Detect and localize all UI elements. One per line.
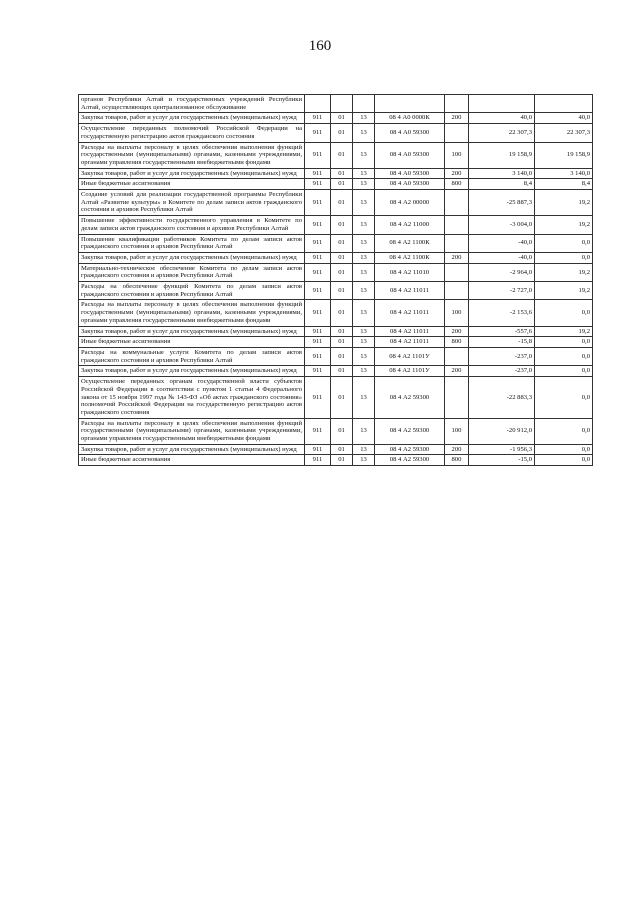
cell-name: органов Республики Алтай и государственных учреждений Республики Алтай, осуществляющих централизованное обслуживание <box>79 95 305 113</box>
cell-subsection: 13 <box>353 300 375 326</box>
cell-ministry-code: 911 <box>305 377 331 419</box>
cell-amount-1: -557,6 <box>469 326 535 337</box>
cell-ministry-code: 911 <box>305 326 331 337</box>
cell-section: 01 <box>331 252 353 263</box>
cell-section: 01 <box>331 455 353 466</box>
cell-section: 01 <box>331 142 353 168</box>
cell-expense-type: 200 <box>445 168 469 179</box>
cell-subsection: 13 <box>353 124 375 142</box>
cell-subsection: 13 <box>353 366 375 377</box>
table-row <box>79 95 593 113</box>
cell-amount-2: 0,0 <box>535 377 593 419</box>
cell-name: Расходы на коммунальные услуги Комитета по делам записи актов гражданского состояния и архивов Республики Алтай <box>79 347 305 365</box>
cell-ministry-code: 911 <box>305 282 331 300</box>
cell-expense-type <box>445 377 469 419</box>
cell-target-article: 08 4 А2 11011 <box>375 282 445 300</box>
cell-target-article: 08 4 А2 1101У <box>375 347 445 365</box>
cell-amount-1: -237,0 <box>469 347 535 365</box>
cell-name: Расходы на выплаты персоналу в целях обеспечения выполнения функций государственными (муниципальными) органами, казенными учреждениями, органами управления государственными внебюджетными фондами <box>79 300 305 326</box>
cell-ministry-code: 911 <box>305 179 331 190</box>
cell-target-article: 08 4 А0 59300 <box>375 124 445 142</box>
cell-ministry-code: 911 <box>305 252 331 263</box>
cell-subsection: 13 <box>353 168 375 179</box>
cell-ministry-code: 911 <box>305 113 331 124</box>
cell-name: Создание условий для реализации государственной программы Республики Алтай «Развитие культуры» в Комитете по делам записи актов гражданского состояния и архивов Республики Алтай <box>79 190 305 216</box>
cell-amount-2: 0,0 <box>535 234 593 252</box>
cell-amount-1: -15,8 <box>469 337 535 348</box>
cell-name: Закупка товаров, работ и услуг для государственных (муниципальных) нужд <box>79 444 305 455</box>
cell-name: Материально-техническое обеспечение Комитета по делам записи актов гражданского состояния и архивов Республики Алтай <box>79 263 305 281</box>
cell-amount-2: 19,2 <box>535 282 593 300</box>
cell-name: Закупка товаров, работ и услуг для государственных (муниципальных) нужд <box>79 113 305 124</box>
cell-expense-type: 800 <box>445 179 469 190</box>
cell-target-article: 08 4 А2 1101У <box>375 366 445 377</box>
cell-ministry-code: 911 <box>305 300 331 326</box>
cell-amount-1: 3 140,0 <box>469 168 535 179</box>
cell-subsection: 13 <box>353 252 375 263</box>
cell-ministry-code: 911 <box>305 168 331 179</box>
cell-section: 01 <box>331 234 353 252</box>
cell-ministry-code: 911 <box>305 216 331 234</box>
cell-amount-1: 8,4 <box>469 179 535 190</box>
cell-target-article: 08 4 А2 11011 <box>375 337 445 348</box>
cell-amount-2: 0,0 <box>535 444 593 455</box>
cell-amount-1: -25 887,3 <box>469 190 535 216</box>
cell-amount-2: 0,0 <box>535 300 593 326</box>
cell-target-article: 08 4 А2 59300 <box>375 377 445 419</box>
cell-ministry-code: 911 <box>305 234 331 252</box>
cell-name: Расходы на выплаты персоналу в целях обеспечения выполнения функций государственными (муниципальными) органами, казенными учреждениями, органами управления государственными внебюджетными фондами <box>79 418 305 444</box>
cell-ministry-code: 911 <box>305 142 331 168</box>
cell-section: 01 <box>331 377 353 419</box>
cell-name: Повышение эффективности государственного управления в Комитете по делам записи актов гражданского состояния и архивов Республики Алтай <box>79 216 305 234</box>
cell-target-article <box>375 95 445 113</box>
cell-name: Повышение квалификации работников Комитета по делам записи актов гражданского состояния и архивов Республики Алтай <box>79 234 305 252</box>
cell-subsection: 13 <box>353 179 375 190</box>
cell-section: 01 <box>331 326 353 337</box>
cell-amount-2: 19,2 <box>535 326 593 337</box>
cell-amount-1: -20 912,0 <box>469 418 535 444</box>
cell-amount-1: -1 956,3 <box>469 444 535 455</box>
cell-expense-type: 200 <box>445 326 469 337</box>
cell-subsection: 13 <box>353 190 375 216</box>
cell-name: Осуществление переданных полномочий Российской Федерации на государственную регистрацию актов гражданского состояния <box>79 124 305 142</box>
cell-expense-type: 800 <box>445 455 469 466</box>
cell-amount-1: -2 153,6 <box>469 300 535 326</box>
cell-subsection: 13 <box>353 455 375 466</box>
cell-expense-type: 200 <box>445 252 469 263</box>
cell-section: 01 <box>331 113 353 124</box>
cell-expense-type: 200 <box>445 113 469 124</box>
table-row <box>79 168 593 179</box>
cell-amount-1: -15,0 <box>469 455 535 466</box>
cell-section: 01 <box>331 179 353 190</box>
cell-subsection: 13 <box>353 377 375 419</box>
cell-subsection: 13 <box>353 326 375 337</box>
cell-amount-2: 8,4 <box>535 179 593 190</box>
cell-section: 01 <box>331 300 353 326</box>
cell-section: 01 <box>331 124 353 142</box>
cell-subsection: 13 <box>353 142 375 168</box>
cell-section: 01 <box>331 366 353 377</box>
cell-amount-1: -40,0 <box>469 252 535 263</box>
table-row <box>79 347 593 365</box>
table-row <box>79 142 593 168</box>
cell-amount-1: -3 004,0 <box>469 216 535 234</box>
cell-amount-1: -22 883,3 <box>469 377 535 419</box>
cell-expense-type <box>445 347 469 365</box>
cell-amount-2: 22 307,3 <box>535 124 593 142</box>
cell-expense-type: 100 <box>445 418 469 444</box>
budget-table <box>78 94 593 466</box>
cell-section: 01 <box>331 347 353 365</box>
cell-expense-type <box>445 282 469 300</box>
table-row <box>79 234 593 252</box>
cell-amount-1: -2 964,0 <box>469 263 535 281</box>
cell-amount-2: 0,0 <box>535 455 593 466</box>
cell-section: 01 <box>331 168 353 179</box>
cell-expense-type <box>445 216 469 234</box>
cell-expense-type: 100 <box>445 142 469 168</box>
cell-expense-type <box>445 263 469 281</box>
cell-section: 01 <box>331 263 353 281</box>
cell-expense-type <box>445 124 469 142</box>
cell-subsection <box>353 95 375 113</box>
cell-amount-2: 0,0 <box>535 418 593 444</box>
cell-section: 01 <box>331 282 353 300</box>
cell-ministry-code: 911 <box>305 444 331 455</box>
cell-amount-1: 22 307,3 <box>469 124 535 142</box>
cell-expense-type <box>445 234 469 252</box>
table-row <box>79 282 593 300</box>
cell-subsection: 13 <box>353 444 375 455</box>
cell-ministry-code: 911 <box>305 190 331 216</box>
cell-subsection: 13 <box>353 263 375 281</box>
cell-target-article: 08 4 А2 59300 <box>375 455 445 466</box>
cell-name: Расходы на обеспечение функций Комитета по делам записи актов гражданского состояния и архивов Республики Алтай <box>79 282 305 300</box>
cell-target-article: 08 4 А2 1100К <box>375 234 445 252</box>
cell-subsection: 13 <box>353 113 375 124</box>
cell-amount-2: 0,0 <box>535 252 593 263</box>
table-row <box>79 455 593 466</box>
cell-amount-2: 19 158,9 <box>535 142 593 168</box>
cell-section: 01 <box>331 216 353 234</box>
cell-target-article: 08 4 А0 59300 <box>375 142 445 168</box>
cell-section: 01 <box>331 444 353 455</box>
cell-target-article: 08 4 А2 1100К <box>375 252 445 263</box>
page-number: 160 <box>308 38 332 54</box>
cell-subsection: 13 <box>353 337 375 348</box>
table-row <box>79 263 593 281</box>
cell-name: Иные бюджетные ассигнования <box>79 179 305 190</box>
table-row <box>79 252 593 263</box>
cell-expense-type: 200 <box>445 444 469 455</box>
cell-section: 01 <box>331 190 353 216</box>
cell-target-article: 08 4 А2 11010 <box>375 263 445 281</box>
table-row <box>79 326 593 337</box>
cell-name: Осуществление переданных органам государственной власти субъектов Российской Федерации в соответствии с пунктом 1 статьи 4 Федерального закона от 15 ноября 1997 года № 143-ФЗ «Об актах гражданского состояния» полномочий Российской Федерации на государственную регистрацию актов гражданского состояния <box>79 377 305 419</box>
cell-amount-2: 0,0 <box>535 366 593 377</box>
cell-ministry-code: 911 <box>305 124 331 142</box>
cell-amount-1: -2 727,0 <box>469 282 535 300</box>
cell-ministry-code: 911 <box>305 263 331 281</box>
cell-subsection: 13 <box>353 234 375 252</box>
cell-name: Иные бюджетные ассигнования <box>79 455 305 466</box>
cell-ministry-code: 911 <box>305 337 331 348</box>
table-row <box>79 300 593 326</box>
cell-ministry-code: 911 <box>305 455 331 466</box>
cell-amount-2: 19,2 <box>535 216 593 234</box>
cell-name: Иные бюджетные ассигнования <box>79 337 305 348</box>
cell-name: Закупка товаров, работ и услуг для государственных (муниципальных) нужд <box>79 252 305 263</box>
cell-amount-1: -40,0 <box>469 234 535 252</box>
cell-target-article: 08 4 А2 00000 <box>375 190 445 216</box>
cell-amount-1: 40,0 <box>469 113 535 124</box>
cell-target-article: 08 4 А2 11011 <box>375 300 445 326</box>
cell-section: 01 <box>331 418 353 444</box>
table-row <box>79 124 593 142</box>
table-row <box>79 190 593 216</box>
cell-amount-1: -237,0 <box>469 366 535 377</box>
cell-ministry-code: 911 <box>305 366 331 377</box>
cell-target-article: 08 4 А2 11011 <box>375 326 445 337</box>
cell-amount-2: 40,0 <box>535 113 593 124</box>
cell-subsection: 13 <box>353 347 375 365</box>
cell-ministry-code <box>305 95 331 113</box>
cell-target-article: 08 4 А0 59300 <box>375 179 445 190</box>
cell-ministry-code: 911 <box>305 347 331 365</box>
cell-target-article: 08 4 А0 0000К <box>375 113 445 124</box>
cell-ministry-code: 911 <box>305 418 331 444</box>
cell-section: 01 <box>331 337 353 348</box>
cell-expense-type: 200 <box>445 366 469 377</box>
table-row <box>79 377 593 419</box>
cell-target-article: 08 4 А2 59300 <box>375 418 445 444</box>
cell-name: Закупка товаров, работ и услуг для государственных (муниципальных) нужд <box>79 326 305 337</box>
table-row <box>79 113 593 124</box>
cell-target-article: 08 4 А2 59300 <box>375 444 445 455</box>
cell-expense-type: 800 <box>445 337 469 348</box>
cell-amount-2: 19,2 <box>535 263 593 281</box>
cell-name: Расходы на выплаты персоналу в целях обеспечения выполнения функций государственными (муниципальными) органами, казенными учреждениями, органами управления государственными внебюджетными фондами <box>79 142 305 168</box>
cell-expense-type: 100 <box>445 300 469 326</box>
table-row <box>79 444 593 455</box>
cell-subsection: 13 <box>353 418 375 444</box>
cell-expense-type <box>445 95 469 113</box>
table-row <box>79 418 593 444</box>
cell-subsection: 13 <box>353 216 375 234</box>
cell-subsection: 13 <box>353 282 375 300</box>
cell-amount-2: 3 140,0 <box>535 168 593 179</box>
table-row <box>79 366 593 377</box>
table-row <box>79 179 593 190</box>
cell-target-article: 08 4 А2 11000 <box>375 216 445 234</box>
cell-target-article: 08 4 А0 59300 <box>375 168 445 179</box>
cell-name: Закупка товаров, работ и услуг для государственных (муниципальных) нужд <box>79 366 305 377</box>
table-row <box>79 216 593 234</box>
cell-amount-1 <box>469 95 535 113</box>
cell-amount-1: 19 158,9 <box>469 142 535 168</box>
cell-section <box>331 95 353 113</box>
cell-expense-type <box>445 190 469 216</box>
table-row <box>79 337 593 348</box>
cell-amount-2: 19,2 <box>535 190 593 216</box>
budget-table-body <box>79 95 593 466</box>
cell-name: Закупка товаров, работ и услуг для государственных (муниципальных) нужд <box>79 168 305 179</box>
cell-amount-2 <box>535 95 593 113</box>
cell-amount-2: 0,0 <box>535 347 593 365</box>
cell-amount-2: 0,0 <box>535 337 593 348</box>
